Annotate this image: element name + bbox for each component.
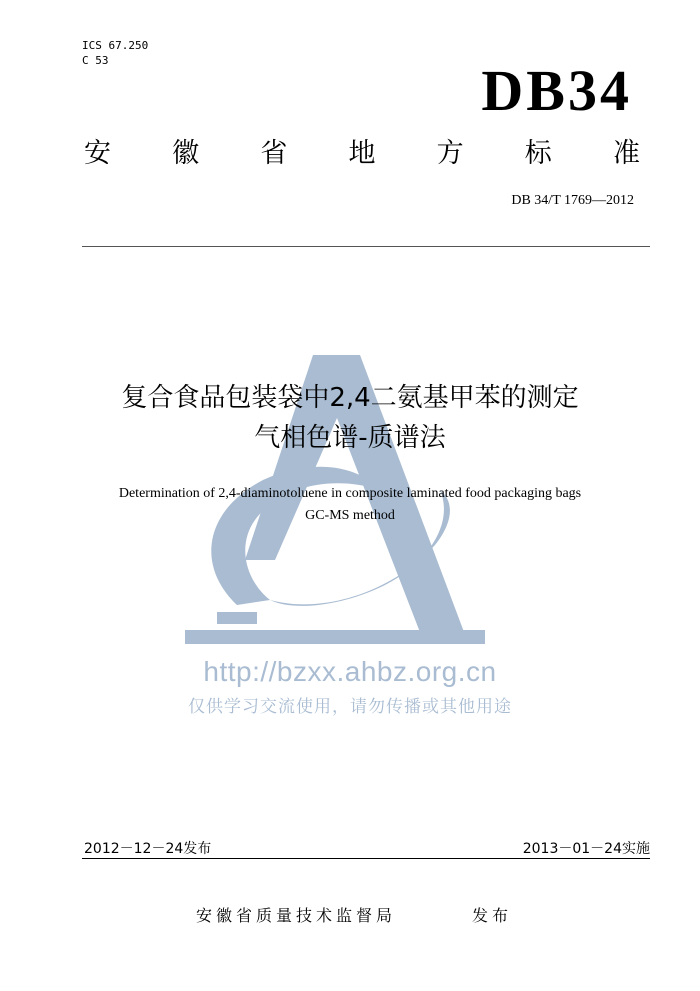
standard-number: DB 34/T 1769—2012 bbox=[511, 193, 634, 208]
chinese-title-line1: 复合食品包装袋中2,4二氨基甲苯的测定 bbox=[121, 383, 579, 413]
english-title-line2: GC-MS method bbox=[305, 508, 395, 523]
db34-logo-text: DB34 bbox=[481, 58, 632, 123]
header-divider bbox=[82, 246, 650, 247]
title-char: 省 bbox=[260, 138, 288, 169]
ics-code: ICS 67.250 bbox=[82, 39, 149, 52]
watermark-note: 仅供学习交流使用，请勿传播或其他用途 bbox=[188, 697, 512, 717]
issue-label: 发布 bbox=[472, 906, 513, 925]
footer-divider bbox=[82, 858, 650, 859]
title-char: 方 bbox=[436, 138, 464, 169]
chinese-title-line2: 气相色谱-质谱法 bbox=[254, 423, 446, 453]
watermark-url: http://bzxx.ahbz.org.cn bbox=[203, 656, 497, 687]
title-char: 徽 bbox=[172, 138, 200, 169]
title-char: 安 bbox=[84, 138, 111, 169]
title-char: 标 bbox=[524, 138, 552, 169]
implementation-date: 2013－01－24实施 bbox=[522, 841, 650, 857]
title-char: 准 bbox=[612, 138, 640, 169]
classification-codes bbox=[82, 38, 148, 68]
title-char: 地 bbox=[348, 138, 376, 169]
issuing-authority: 安徽省质量技术监督局 bbox=[196, 906, 397, 925]
ccs-code: C 53 bbox=[82, 54, 109, 67]
standard-type-title bbox=[84, 138, 640, 170]
release-date: 2012－12－24发布 bbox=[84, 841, 212, 857]
english-title-line1: Determination of 2,4-diaminotoluene in composite laminated food packaging bags bbox=[118, 486, 582, 501]
